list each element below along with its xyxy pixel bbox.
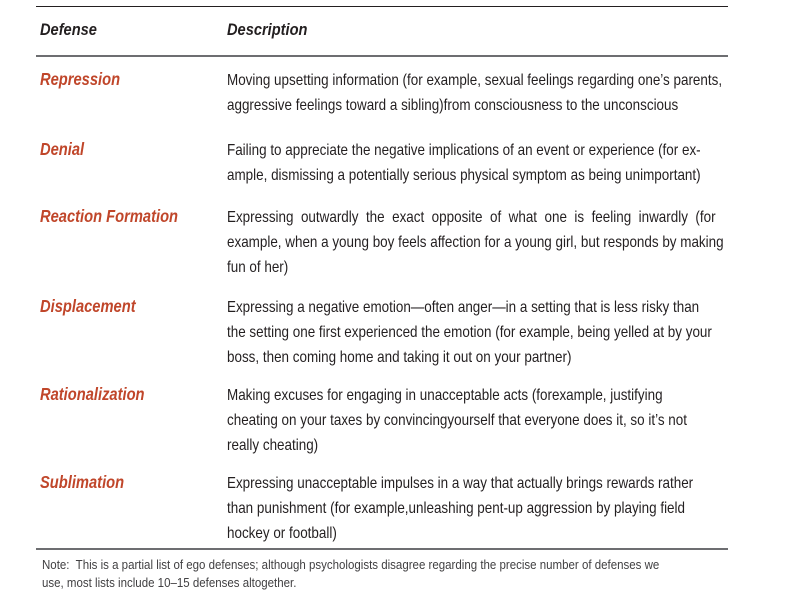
column-header-description: Description [227, 20, 308, 39]
defense-description: Expressing outwardly the exact opposite of what one is feeling inwardly (for example, when a young boy feels affection for a young girl, but responds by making fun of her) [227, 209, 724, 276]
defense-description: Expressing unacceptable impulses in a way that actually brings rewards rather than punishment (for example,unleashing pent-up aggression by playing field hockey or football) [227, 475, 694, 542]
defense-name: Denial [40, 139, 85, 159]
defense-name: Repression [40, 69, 121, 89]
column-header-defense: Defense [40, 20, 97, 39]
defense-name: Displacement [40, 296, 136, 316]
defense-name: Reaction Formation [40, 206, 179, 226]
table-bottom-rule [36, 548, 728, 550]
header-rule [36, 55, 728, 57]
defense-description: Expressing a negative emotion—often anger—in a setting that is less risky than the setting one first experienced the emotion (for example, being yelled at by your boss, then coming home and taking it out on your partner) [227, 299, 712, 366]
defense-name: Rationalization [40, 384, 145, 404]
defense-name: Sublimation [40, 472, 125, 492]
table-top-rule [36, 6, 728, 7]
table-note: Note: This is a partial list of ego defenses; although psychologists disagree regarding the precise number of defenses we use, most lists include 10–15 defenses altogether. [42, 558, 660, 590]
defense-description: Moving upsetting information (for example, sexual feelings regarding one’s parents, aggressive feelings toward a sibling)from consciousness to the unconscious [227, 72, 723, 114]
defense-description: Failing to appreciate the negative implications of an event or experience (for ex- ample, dismissing a potentially serious physical symptom as being unimportant) [227, 142, 701, 184]
defense-description: Making excuses for engaging in unacceptable acts (forexample, justifying cheating on your taxes by convincingyourself that everyone does it, so it’s not really cheating) [227, 387, 687, 454]
